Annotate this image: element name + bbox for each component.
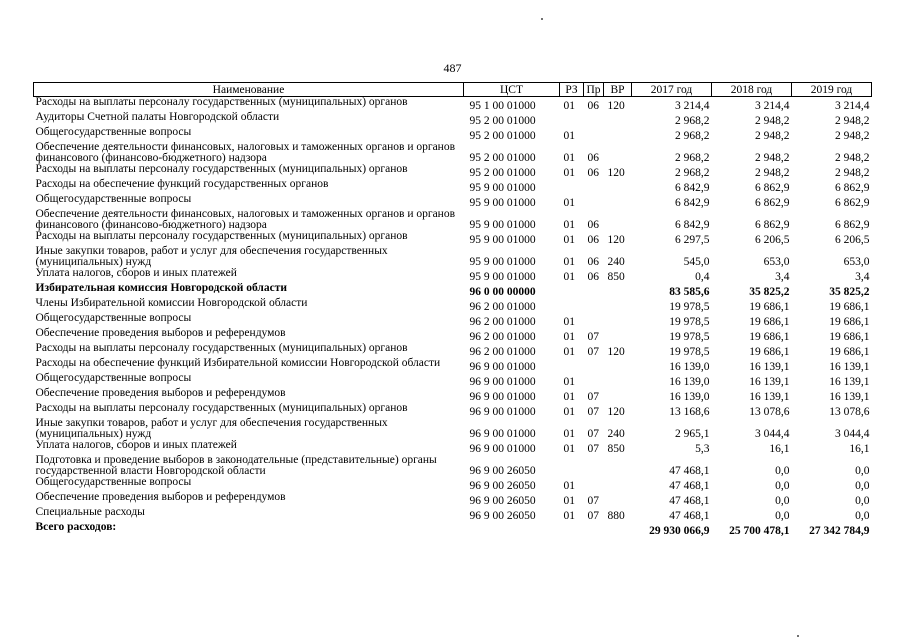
table-row — [34, 164, 872, 179]
cell-2018: 2 948,2 — [755, 129, 790, 142]
cell-2018: 16,1 — [769, 442, 790, 455]
cell-pr: 06 — [587, 270, 599, 283]
total-row — [34, 522, 872, 537]
cell-rz — [560, 455, 584, 477]
cell-2017: 47 468,1 — [669, 464, 710, 477]
cell-2017: 545,0 — [683, 255, 710, 268]
cell-name: Общегосударственные вопросы — [35, 125, 192, 138]
table-row — [34, 343, 872, 358]
cell-vr: 120 — [607, 345, 625, 358]
header-2019: 2019 год — [792, 83, 872, 97]
cell-cst: 96 9 00 01000 — [469, 427, 536, 440]
cell-cst: 95 2 00 01000 — [469, 114, 536, 127]
cell-cst: 95 9 00 01000 — [469, 196, 536, 209]
cell-2019: 3,4 — [855, 270, 870, 283]
cell-vr — [604, 179, 632, 194]
cell-2019: 653,0 — [843, 255, 870, 268]
cell-2017: 16 139,0 — [669, 360, 710, 373]
cell-2018: 6 206,5 — [755, 233, 790, 246]
cell-cst: 96 2 00 01000 — [469, 330, 536, 343]
cell-cst: 96 0 00 00000 — [469, 285, 536, 298]
table-row — [34, 492, 872, 507]
cell-2017: 6 842,9 — [675, 181, 710, 194]
cell-cst: 96 9 00 26050 — [469, 494, 536, 507]
cell-2018: 16 139,1 — [749, 360, 790, 373]
cell-vr — [604, 328, 632, 343]
cell-2019: 19 686,1 — [829, 300, 870, 313]
cell-pr: 06 — [587, 166, 599, 179]
cell-2019: 3 214,4 — [835, 99, 870, 112]
header-vr: ВР — [604, 83, 632, 97]
cell-name: Обеспечение проведения выборов и референдумов — [35, 326, 286, 339]
cell-name: Обеспечение проведения выборов и референдумов — [35, 490, 286, 503]
cell-vr: 880 — [607, 509, 625, 522]
cell-2018: 0,0 — [775, 494, 790, 507]
cell-pr — [584, 127, 604, 142]
cell-name: Уплата налогов, сборов и иных платежей — [35, 266, 237, 279]
cell-2018: 653,0 — [763, 255, 790, 268]
cell-2019: 2 948,2 — [835, 151, 870, 164]
cell-pr — [584, 112, 604, 127]
cell-pr — [584, 298, 604, 313]
cell-name: Иные закупки товаров, работ и услуг для обеспечения государственных (муниципальных) нужд — [35, 416, 388, 440]
cell-cst: 96 9 00 26050 — [469, 509, 536, 522]
cell-2017: 19 978,5 — [669, 300, 710, 313]
cell-2017: 29 930 066,9 — [649, 524, 710, 537]
cell-2019: 16 139,1 — [829, 375, 870, 388]
header-2018: 2018 год — [712, 83, 792, 97]
cell-cst: 95 9 00 01000 — [469, 181, 536, 194]
cell-2019: 27 342 784,9 — [809, 524, 870, 537]
cell-rz — [560, 283, 584, 298]
cell-name: Общегосударственные вопросы — [35, 371, 192, 384]
table-row — [34, 268, 872, 283]
cell-vr — [604, 283, 632, 298]
cell-2018: 19 686,1 — [749, 315, 790, 328]
cell-pr — [584, 477, 604, 492]
cell-name: Общегосударственные вопросы — [35, 475, 192, 488]
cell-cst: 96 9 00 26050 — [469, 464, 536, 477]
cell-pr: 07 — [587, 427, 599, 440]
cell-2017: 6 842,9 — [675, 196, 710, 209]
cell-vr — [604, 112, 632, 127]
cell-vr: 850 — [607, 270, 625, 283]
cell-cst — [464, 522, 560, 537]
cell-cst: 95 9 00 01000 — [469, 270, 536, 283]
cell-rz: 01 — [563, 375, 575, 388]
cell-2017: 0,4 — [695, 270, 710, 283]
cell-vr — [604, 373, 632, 388]
cell-pr — [584, 179, 604, 194]
cell-2018: 19 686,1 — [749, 345, 790, 358]
cell-2017: 47 468,1 — [669, 509, 710, 522]
table-row — [34, 373, 872, 388]
table-row — [34, 127, 872, 142]
cell-rz: 01 — [563, 427, 575, 440]
cell-name: Иные закупки товаров, работ и услуг для обеспечения государственных (муниципальных) нужд — [35, 244, 388, 268]
budget-table — [33, 82, 872, 537]
cell-pr: 06 — [587, 233, 599, 246]
cell-rz: 01 — [563, 509, 575, 522]
cell-pr — [584, 455, 604, 477]
cell-name: Члены Избирательной комиссии Новгородской области — [35, 296, 308, 309]
cell-2017: 6 297,5 — [675, 233, 710, 246]
cell-2017: 19 978,5 — [669, 345, 710, 358]
table-row — [34, 418, 872, 440]
cell-pr — [584, 373, 604, 388]
table-row — [34, 358, 872, 373]
cell-2017: 2 968,2 — [675, 151, 710, 164]
cell-name: Уплата налогов, сборов и иных платежей — [35, 438, 237, 451]
cell-rz — [560, 298, 584, 313]
cell-2018: 2 948,2 — [755, 166, 790, 179]
scan-speck — [541, 18, 543, 20]
cell-name: Всего расходов: — [35, 520, 117, 533]
cell-name: Обеспечение проведения выборов и референдумов — [35, 386, 286, 399]
cell-vr — [604, 455, 632, 477]
cell-vr: 240 — [607, 427, 625, 440]
cell-rz: 01 — [563, 479, 575, 492]
cell-2019: 16 139,1 — [829, 390, 870, 403]
cell-cst: 95 2 00 01000 — [469, 151, 536, 164]
cell-2017: 2 965,1 — [675, 427, 710, 440]
cell-vr — [604, 209, 632, 231]
table-row — [34, 388, 872, 403]
table-row — [34, 209, 872, 231]
cell-rz — [560, 522, 584, 537]
cell-vr — [604, 313, 632, 328]
table-header-row — [34, 83, 872, 97]
cell-2017: 6 842,9 — [675, 218, 710, 231]
cell-pr: 07 — [587, 330, 599, 343]
cell-vr — [604, 477, 632, 492]
table-row — [34, 403, 872, 418]
cell-2019: 0,0 — [855, 509, 870, 522]
cell-pr: 06 — [587, 218, 599, 231]
cell-rz: 01 — [563, 151, 575, 164]
cell-name: Расходы на выплаты персоналу государственных (муниципальных) органов — [35, 401, 408, 414]
header-pr: Пр — [584, 83, 604, 97]
table-row — [34, 97, 872, 112]
cell-2019: 6 862,9 — [835, 218, 870, 231]
cell-2017: 47 468,1 — [669, 494, 710, 507]
table-row — [34, 313, 872, 328]
cell-name: Расходы на обеспечение функций государственных органов — [35, 177, 329, 190]
cell-vr: 120 — [607, 405, 625, 418]
cell-name: Общегосударственные вопросы — [35, 311, 192, 324]
cell-cst: 96 2 00 01000 — [469, 345, 536, 358]
cell-2018: 2 948,2 — [755, 151, 790, 164]
cell-2018: 0,0 — [775, 509, 790, 522]
cell-rz: 01 — [563, 218, 575, 231]
scan-speck — [797, 635, 799, 637]
cell-2018: 3 044,4 — [755, 427, 790, 440]
table-row — [34, 455, 872, 477]
table-row — [34, 231, 872, 246]
cell-2019: 0,0 — [855, 494, 870, 507]
cell-pr — [584, 194, 604, 209]
cell-vr: 240 — [607, 255, 625, 268]
cell-2017: 5,3 — [695, 442, 710, 455]
page-number: 487 — [443, 61, 462, 75]
table-row — [34, 328, 872, 343]
cell-2018: 16 139,1 — [749, 390, 790, 403]
cell-2019: 0,0 — [855, 479, 870, 492]
cell-rz: 01 — [563, 330, 575, 343]
cell-pr: 07 — [587, 390, 599, 403]
cell-2018: 13 078,6 — [749, 405, 790, 418]
cell-2019: 16,1 — [849, 442, 870, 455]
cell-2019: 13 078,6 — [829, 405, 870, 418]
cell-rz: 01 — [563, 442, 575, 455]
cell-vr — [604, 522, 632, 537]
cell-rz — [560, 358, 584, 373]
cell-pr: 06 — [587, 99, 599, 112]
cell-2017: 13 168,6 — [669, 405, 710, 418]
cell-2017: 2 968,2 — [675, 114, 710, 127]
cell-2017: 19 978,5 — [669, 315, 710, 328]
cell-2019: 6 862,9 — [835, 196, 870, 209]
cell-2019: 16 139,1 — [829, 360, 870, 373]
table-row — [34, 246, 872, 268]
cell-name: Расходы на обеспечение функций Избирательной комиссии Новгородской области — [35, 356, 441, 369]
cell-rz: 01 — [563, 166, 575, 179]
cell-name: Обеспечение деятельности финансовых, налоговых и таможенных органов и органов финансового (финансово-бюджетного) надзора — [35, 207, 456, 231]
cell-vr — [604, 358, 632, 373]
cell-vr — [604, 194, 632, 209]
cell-cst: 96 9 00 01000 — [469, 375, 536, 388]
cell-pr: 07 — [587, 442, 599, 455]
cell-rz — [560, 112, 584, 127]
cell-vr — [604, 127, 632, 142]
cell-2018: 3 214,4 — [755, 99, 790, 112]
cell-rz: 01 — [563, 390, 575, 403]
cell-vr — [604, 298, 632, 313]
cell-2018: 35 825,2 — [749, 285, 790, 298]
cell-rz — [560, 179, 584, 194]
cell-name: Расходы на выплаты персоналу государственных (муниципальных) органов — [35, 162, 408, 175]
cell-name: Аудиторы Счетной палаты Новгородской области — [35, 110, 280, 123]
header-cst: ЦСТ — [464, 83, 560, 97]
cell-name: Избирательная комиссия Новгородской области — [35, 281, 288, 294]
cell-pr: 07 — [587, 345, 599, 358]
cell-vr — [604, 142, 632, 164]
cell-rz: 01 — [563, 129, 575, 142]
cell-pr — [584, 313, 604, 328]
header-name: Наименование — [34, 83, 464, 97]
table-body — [34, 97, 872, 537]
table-row — [34, 298, 872, 313]
cell-rz: 01 — [563, 315, 575, 328]
cell-2019: 0,0 — [855, 464, 870, 477]
cell-2017: 16 139,0 — [669, 375, 710, 388]
cell-2019: 3 044,4 — [835, 427, 870, 440]
cell-2018: 19 686,1 — [749, 300, 790, 313]
cell-cst: 95 9 00 01000 — [469, 233, 536, 246]
cell-pr: 06 — [587, 255, 599, 268]
cell-2019: 2 948,2 — [835, 166, 870, 179]
cell-vr: 850 — [607, 442, 625, 455]
cell-2019: 6 862,9 — [835, 181, 870, 194]
table-row — [34, 283, 872, 298]
cell-pr: 07 — [587, 494, 599, 507]
cell-2017: 19 978,5 — [669, 330, 710, 343]
cell-name: Подготовка и проведение выборов в законодательные (представительные) органы государственной власти Новгородской области — [35, 453, 437, 477]
cell-name: Специальные расходы — [35, 505, 145, 518]
cell-2019: 35 825,2 — [829, 285, 870, 298]
cell-cst: 96 9 00 01000 — [469, 390, 536, 403]
cell-rz: 01 — [563, 270, 575, 283]
cell-2018: 25 700 478,1 — [729, 524, 790, 537]
cell-rz: 01 — [563, 196, 575, 209]
header-rz: РЗ — [560, 83, 584, 97]
cell-cst: 96 2 00 01000 — [469, 315, 536, 328]
cell-2018: 0,0 — [775, 464, 790, 477]
cell-2019: 6 206,5 — [835, 233, 870, 246]
cell-vr: 120 — [607, 166, 625, 179]
cell-pr — [584, 283, 604, 298]
cell-2019: 2 948,2 — [835, 114, 870, 127]
cell-cst: 95 1 00 01000 — [469, 99, 536, 112]
cell-name: Обеспечение деятельности финансовых, налоговых и таможенных органов и органов финансового (финансово-бюджетного) надзора — [35, 140, 456, 164]
cell-2018: 6 862,9 — [755, 196, 790, 209]
cell-2017: 47 468,1 — [669, 479, 710, 492]
header-2017: 2017 год — [632, 83, 712, 97]
table-row — [34, 142, 872, 164]
cell-cst: 95 2 00 01000 — [469, 129, 536, 142]
cell-rz: 01 — [563, 99, 575, 112]
cell-rz: 01 — [563, 345, 575, 358]
cell-2019: 19 686,1 — [829, 315, 870, 328]
cell-cst: 95 9 00 01000 — [469, 218, 536, 231]
cell-name: Расходы на выплаты персоналу государственных (муниципальных) органов — [35, 341, 408, 354]
cell-2017: 83 585,6 — [669, 285, 710, 298]
cell-rz: 01 — [563, 405, 575, 418]
table-row — [34, 112, 872, 127]
cell-pr: 06 — [587, 151, 599, 164]
cell-name: Расходы на выплаты персоналу государственных (муниципальных) органов — [35, 229, 408, 242]
table-row — [34, 440, 872, 455]
cell-2018: 3,4 — [775, 270, 790, 283]
cell-rz: 01 — [563, 233, 575, 246]
cell-cst: 96 9 00 01000 — [469, 360, 536, 373]
cell-2018: 2 948,2 — [755, 114, 790, 127]
cell-2018: 19 686,1 — [749, 330, 790, 343]
cell-2018: 16 139,1 — [749, 375, 790, 388]
cell-cst: 96 9 00 01000 — [469, 405, 536, 418]
cell-vr — [604, 492, 632, 507]
table-row — [34, 477, 872, 492]
cell-rz: 01 — [563, 255, 575, 268]
cell-2019: 19 686,1 — [829, 330, 870, 343]
cell-2018: 6 862,9 — [755, 181, 790, 194]
table-row — [34, 194, 872, 209]
cell-2017: 3 214,4 — [675, 99, 710, 112]
cell-vr: 120 — [607, 99, 625, 112]
cell-2017: 16 139,0 — [669, 390, 710, 403]
cell-vr — [604, 388, 632, 403]
cell-2018: 0,0 — [775, 479, 790, 492]
cell-pr: 07 — [587, 509, 599, 522]
table-row — [34, 179, 872, 194]
cell-vr: 120 — [607, 233, 625, 246]
cell-name: Общегосударственные вопросы — [35, 192, 192, 205]
cell-cst: 96 9 00 01000 — [469, 442, 536, 455]
cell-pr — [584, 358, 604, 373]
cell-cst: 96 9 00 26050 — [469, 479, 536, 492]
cell-name: Расходы на выплаты персоналу государственных (муниципальных) органов — [35, 96, 408, 108]
cell-cst: 95 2 00 01000 — [469, 166, 536, 179]
cell-pr: 07 — [587, 405, 599, 418]
cell-2017: 2 968,2 — [675, 166, 710, 179]
cell-2018: 6 862,9 — [755, 218, 790, 231]
cell-2019: 2 948,2 — [835, 129, 870, 142]
cell-2017: 2 968,2 — [675, 129, 710, 142]
cell-cst: 95 9 00 01000 — [469, 255, 536, 268]
cell-rz: 01 — [563, 494, 575, 507]
table-row — [34, 507, 872, 522]
cell-cst: 96 2 00 01000 — [469, 300, 536, 313]
cell-2019: 19 686,1 — [829, 345, 870, 358]
cell-pr — [584, 522, 604, 537]
